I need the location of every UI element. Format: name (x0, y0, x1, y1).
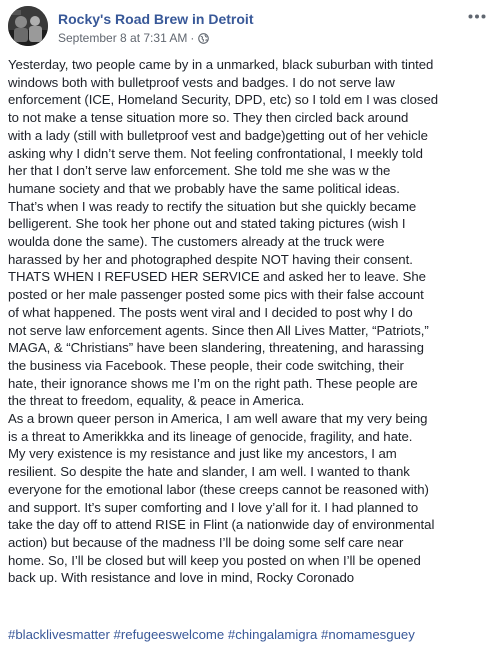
more-options-icon[interactable] (466, 8, 488, 24)
hashtag-link[interactable]: #chingalamigra (227, 627, 318, 642)
meta-separator: · (190, 31, 195, 45)
post-header (8, 6, 488, 50)
hashtag-list (8, 626, 492, 644)
post-timestamp[interactable]: September 8 at 7:31 AM (58, 31, 188, 45)
post-paragraph-1: Yesterday, two people came by in a unmarked, black suburban with tinted windows both with bulletproof vests and badges. I do not serve law enforcement (ICE, Homeland Security, DPD, etc) so I told em I was closed to not make a tense situation more so. They then circled back around with a lady (still with bulletproof vest and badge)getting out of her vehicle asking why I didn’t serve them. Not feeling confrontational, I meekly told her that I don’t serve law enforcement. She told me she was w the humane society and that we probably have the same political ideas. That’s when I was ready to rectify the situation but she quickly became belligerent. She took her phone out and stated taking pictures (wish I woulda done the same). The customers already at the truck were harassed by her and photographed despite NOT having their consent. THATS WHEN I REFUSED HER SERVICE and asked her to leave. She posted or her male passenger posted some pics with their false account of what happened. The posts went viral and I decided to post why I do not serve law enforcement agents. Since then All Lives Matter, “Patriots,” MAGA, & “Christians” have been slandering, threatening, and harassing the business via Facebook. These people, their code switching, their hate, their ignorance shows me I’m on the right path. These people are the threat to freedom, equality, & peace in America. (8, 57, 439, 409)
page-avatar[interactable] (8, 6, 48, 46)
post-body (8, 56, 492, 587)
avatar-image (8, 6, 48, 46)
hashtag-link[interactable]: #nomamesguey (321, 627, 415, 642)
page-name-link[interactable]: Rocky's Road Brew in Detroit (58, 11, 254, 27)
post-meta (58, 31, 209, 45)
hashtag-link[interactable]: #blacklivesmatter (8, 627, 110, 642)
post-paragraph-2: As a brown queer person in America, I am well aware that my very being is a threat to Amerikkka and its lineage of genocide, fragility, and hate. My very existence is my resistance and just like my ancestors, I am resilient. So despite the hate and slander, I am well. I wanted to thank everyone for the emotional labor (these creeps cannot be reasoned with) and support. It’s super comforting and I love y’all for it. I had planned to take the day off to attend RISE in Flint (a nationwide day of environmental action) but because of the madness I’ll be doing some self care near home. So, I’ll be closed but will keep you posted on when I’ll be opened back up. With resistance and love in mind, Rocky Coronado (8, 411, 435, 586)
hashtag-link[interactable]: #refugeeswelcome (113, 627, 225, 642)
globe-icon[interactable] (198, 33, 209, 44)
